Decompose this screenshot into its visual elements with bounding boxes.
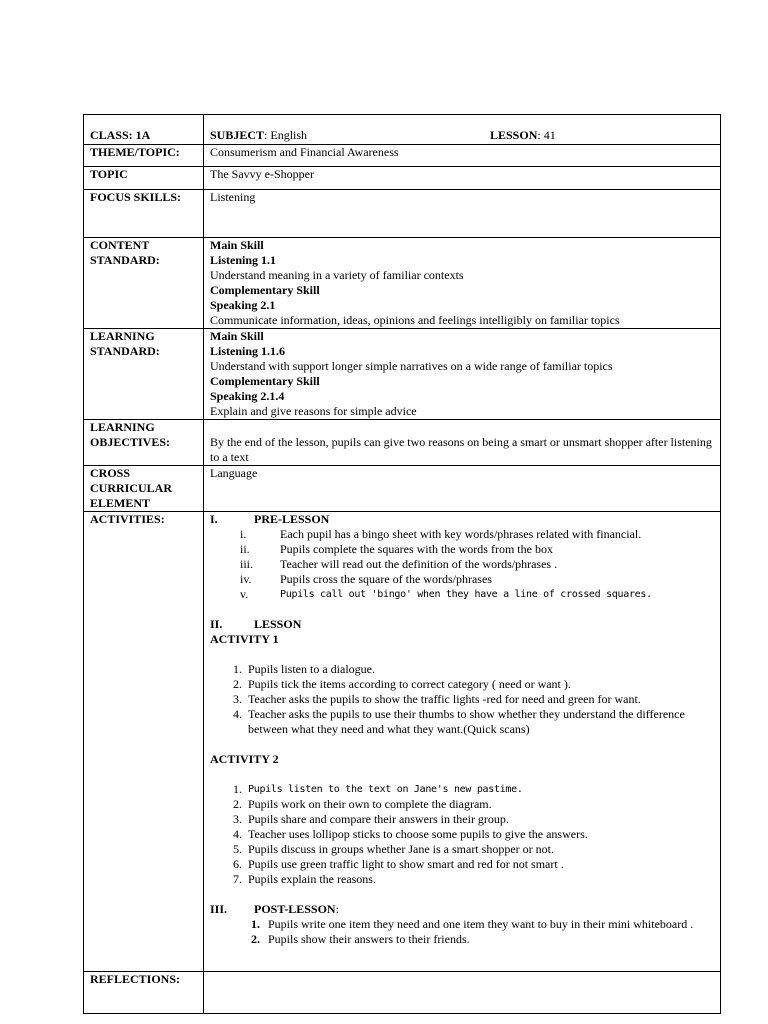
pre-lesson-item: iv. Pupils cross the square of the words/phrases bbox=[240, 572, 492, 586]
activities-label: ACTIVITIES: bbox=[84, 512, 204, 972]
focus-label: FOCUS SKILLS: bbox=[84, 190, 204, 238]
lesson-label: LESSON bbox=[490, 128, 538, 142]
activity-2-item: 3. Pupils share and compare their answers in their group. bbox=[233, 812, 509, 826]
topic-label: TOPIC bbox=[84, 167, 204, 190]
theme-row bbox=[84, 145, 721, 167]
pre-lesson-item: v. Pupils call out 'bingo' when they have a line of crossed squares. bbox=[240, 587, 652, 601]
post-lesson-list bbox=[210, 917, 714, 947]
activity-1-item: 3. Teacher asks the pupils to show the traffic lights -red for need and green for want. bbox=[233, 692, 641, 706]
activity-1-list bbox=[210, 662, 714, 737]
activity-2-list bbox=[210, 782, 714, 887]
subject-value: : English bbox=[264, 128, 308, 142]
pre-lesson-heading: I. PRE-LESSON bbox=[210, 512, 330, 526]
content-standard-row bbox=[84, 238, 721, 329]
focus-value: Listening bbox=[204, 190, 721, 238]
topic-row bbox=[84, 167, 721, 190]
learning-standard-label: LEARNING STANDARD: bbox=[84, 329, 204, 420]
reflections-value bbox=[204, 972, 721, 1014]
activity-2-title: ACTIVITY 2 bbox=[210, 752, 279, 766]
objectives-value: By the end of the lesson, pupils can give two reasons on being a smart or unsmart shopper after listening to a text bbox=[204, 420, 721, 466]
activity-2-item: 7. Pupils explain the reasons. bbox=[233, 872, 376, 886]
cross-curricular-value: Language bbox=[204, 466, 721, 512]
class-label: CLASS: 1A bbox=[90, 128, 151, 142]
pre-lesson-item: iii. Teacher will read out the definition of the words/phrases . bbox=[240, 557, 558, 571]
pre-lesson-list bbox=[210, 527, 714, 602]
activity-1-title: ACTIVITY 1 bbox=[210, 632, 279, 646]
activity-2-item: 2. Pupils work on their own to complete the diagram. bbox=[233, 797, 492, 811]
lesson-value: : 41 bbox=[537, 128, 556, 142]
content-standard-value: Main Skill Listening 1.1 Understand meaning in a variety of familiar contexts Complementary Skill Speaking 2.1 Communicate information, ideas, opinions and feelings intelligibly on familiar topics bbox=[204, 238, 721, 329]
activity-1-item: 4. Teacher asks the pupils to use their thumbs to show whether they understand the difference between what they need and what they want.(Quick scans) bbox=[233, 707, 685, 736]
activity-2-item: 6. Pupils use green traffic light to show smart and red for not smart . bbox=[233, 857, 564, 871]
activity-1-item: 2. Pupils tick the items according to correct category ( need or want ). bbox=[233, 677, 571, 691]
class-cell bbox=[84, 115, 204, 145]
lesson-heading: II. LESSON bbox=[210, 617, 302, 631]
header-row bbox=[84, 115, 721, 145]
subject-lesson-cell bbox=[204, 115, 721, 145]
reflections-row bbox=[84, 972, 721, 1014]
activity-2-item: 4. Teacher uses lollipop sticks to choose some pupils to give the answers. bbox=[233, 827, 588, 841]
post-lesson-item: 2. Pupils show their answers to their friends. bbox=[251, 932, 470, 946]
cross-curricular-label: CROSS CURRICULAR ELEMENT bbox=[84, 466, 204, 512]
activity-2-item: 5. Pupils discuss in groups whether Jane is a smart shopper or not. bbox=[233, 842, 554, 856]
topic-value: The Savvy e-Shopper bbox=[204, 167, 721, 190]
content-standard-label: CONTENT STANDARD: bbox=[84, 238, 204, 329]
pre-lesson-item: i. Each pupil has a bingo sheet with key words/phrases related with financial. bbox=[240, 527, 642, 541]
subject-label: SUBJECT bbox=[210, 128, 265, 142]
reflections-label: REFLECTIONS: bbox=[84, 972, 204, 1014]
activities-value bbox=[204, 512, 721, 972]
objectives-row bbox=[84, 420, 721, 466]
theme-value: Consumerism and Financial Awareness bbox=[204, 145, 721, 167]
activities-row bbox=[84, 512, 721, 972]
lesson-plan-table bbox=[83, 114, 721, 1014]
post-lesson-heading: III. POST-LESSON: bbox=[210, 902, 339, 916]
pre-lesson-item: ii. Pupils complete the squares with the words from the box bbox=[240, 542, 553, 556]
activity-2-item: 1. Pupils listen to the text on Jane's new pastime. bbox=[233, 782, 523, 796]
theme-label: THEME/TOPIC: bbox=[84, 145, 204, 167]
learning-standard-row bbox=[84, 329, 721, 420]
objectives-label: LEARNING OBJECTIVES: bbox=[84, 420, 204, 466]
focus-row bbox=[84, 190, 721, 238]
post-lesson-item: 1. Pupils write one item they need and one item they want to buy in their mini whiteboard . bbox=[251, 917, 694, 931]
cross-curricular-row bbox=[84, 466, 721, 512]
learning-standard-value: Main Skill Listening 1.1.6 Understand with support longer simple narratives on a wide range of familiar topics Complementary Skill Speaking 2.1.4 Explain and give reasons for simple advice bbox=[204, 329, 721, 420]
activity-1-item: 1. Pupils listen to a dialogue. bbox=[233, 662, 375, 676]
